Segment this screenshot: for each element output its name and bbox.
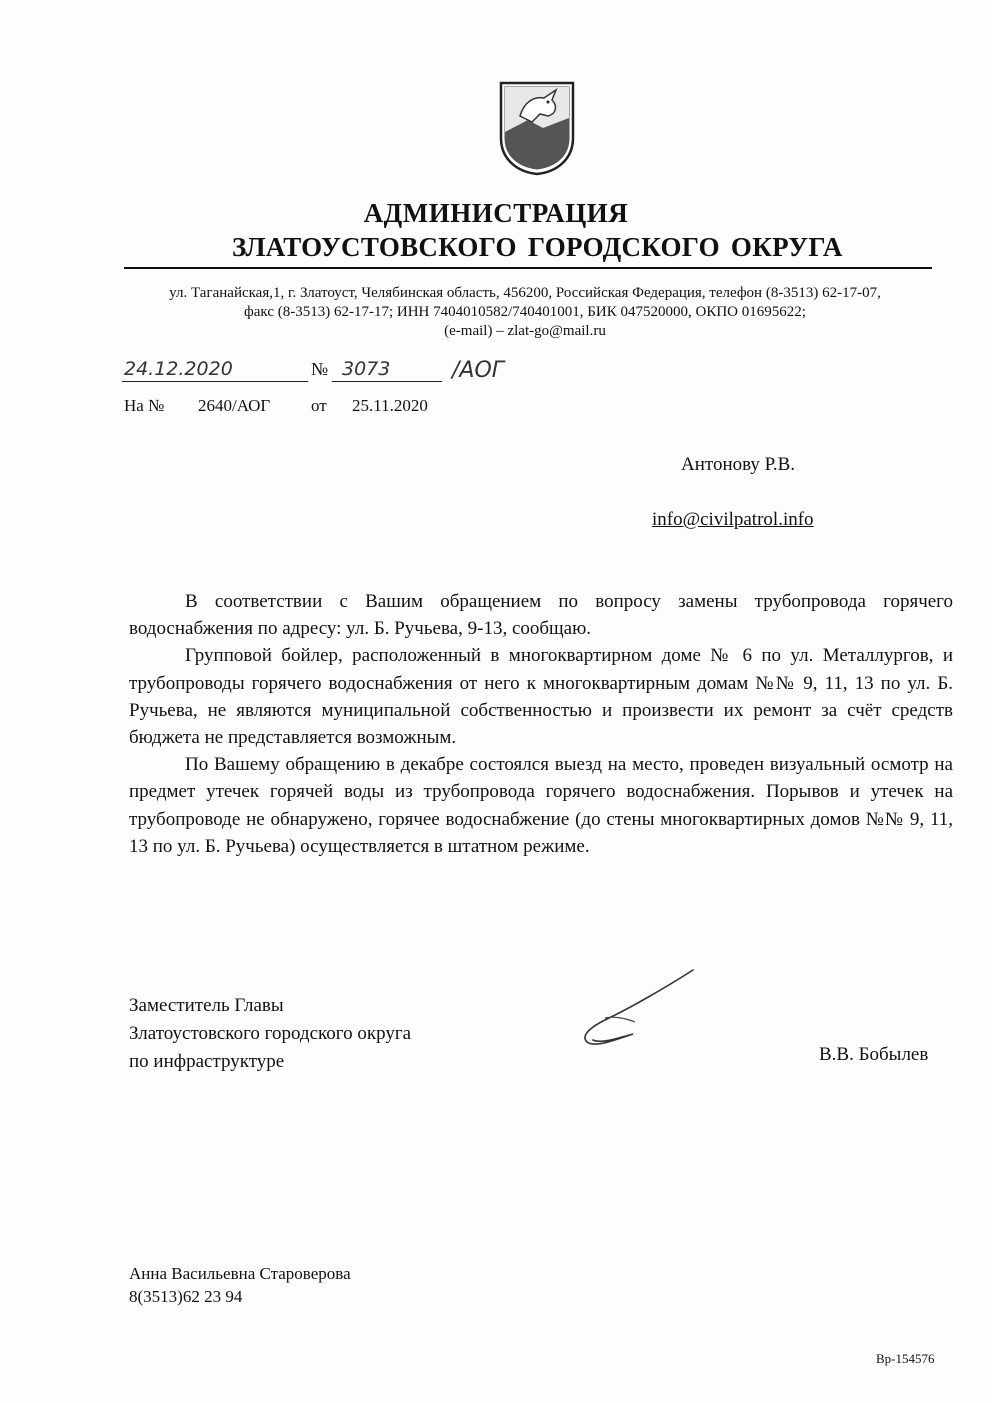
organization-name-line1: АДМИНИСТРАЦИЯ xyxy=(363,198,629,228)
reference-from: от xyxy=(311,396,327,415)
document-reference: Вр-154576 xyxy=(876,1351,935,1366)
executor-phone: 8(3513)62 23 94 xyxy=(129,1287,243,1306)
header-divider xyxy=(124,267,932,269)
city-coat-of-arms-icon xyxy=(498,80,576,176)
signatory-position xyxy=(129,992,411,1076)
date-underline xyxy=(122,381,308,382)
signer-name: В.В. Бобылев xyxy=(819,1044,929,1065)
reference-number: 2640/АОГ xyxy=(198,396,271,415)
address-line2: факс (8-3513) 62-17-17; ИНН 7404010582/740401001, БИК 047520000, ОКПО 01695622; xyxy=(244,304,806,320)
letter-body xyxy=(129,588,953,860)
address-line3: (e-mail) – zlat-go@mail.ru xyxy=(444,323,606,339)
outgoing-number-suffix: /АОГ xyxy=(452,358,505,383)
handwritten-signature-icon xyxy=(575,968,695,1058)
position-line2: Златоустовского городского округа xyxy=(129,1023,412,1044)
recipient-name: Антонову Р.В. xyxy=(681,454,796,475)
organization-name-line2: ЗЛАТОУСТОВСКОГО ГОРОДСКОГО ОКРУГА xyxy=(232,232,843,262)
body-paragraph: По Вашему обращению в декабре состоялся выезд на место, проведен визуальный осмотр на предмет утечек горячей воды из трубопровода горячего водоснабжения. Порывов и утечек на трубопроводе не обнаружено, горячее водоснабжение (до стены многоквартирных домов №№ 9, 11, 13 по ул. Б. Ручьева) осуществляется в штатном режиме. xyxy=(129,754,953,857)
number-underline xyxy=(332,381,442,382)
outgoing-date: 24.12.2020 xyxy=(124,358,233,380)
number-sign: № xyxy=(311,359,329,379)
address-line1: ул. Таганайская,1, г. Златоуст, Челябинская область, 456200, Российская Федерация, телефон (8-3513) 62-17-07, xyxy=(169,285,881,301)
position-line1: Заместитель Главы xyxy=(129,995,284,1016)
body-paragraph: Групповой бойлер, расположенный в многоквартирном доме № 6 по ул. Металлургов, и трубопроводы горячего водоснабжения от него к многоквартирным домам №№ 9, 11, 13 по ул. Б. Ручьева, не являются муниципальной собственностью и произвести их ремонт за счёт средств бюджета не представляется возможным. xyxy=(129,645,953,749)
executor-name: Анна Васильевна Староверова xyxy=(129,1264,351,1283)
body-paragraph: В соответствии с Вашим обращением по вопросу замены трубопровода горячего водоснабжения по адресу: ул. Б. Ручьева, 9-13, сообщаю. xyxy=(129,591,953,640)
reference-date: 25.11.2020 xyxy=(352,396,428,415)
outgoing-number: 3073 xyxy=(342,358,391,380)
position-line3: по инфраструктуре xyxy=(129,1051,285,1072)
recipient-email[interactable]: info@civilpatrol.info xyxy=(652,509,814,530)
reference-prefix: На № xyxy=(124,396,165,415)
executor-info xyxy=(129,1262,351,1308)
